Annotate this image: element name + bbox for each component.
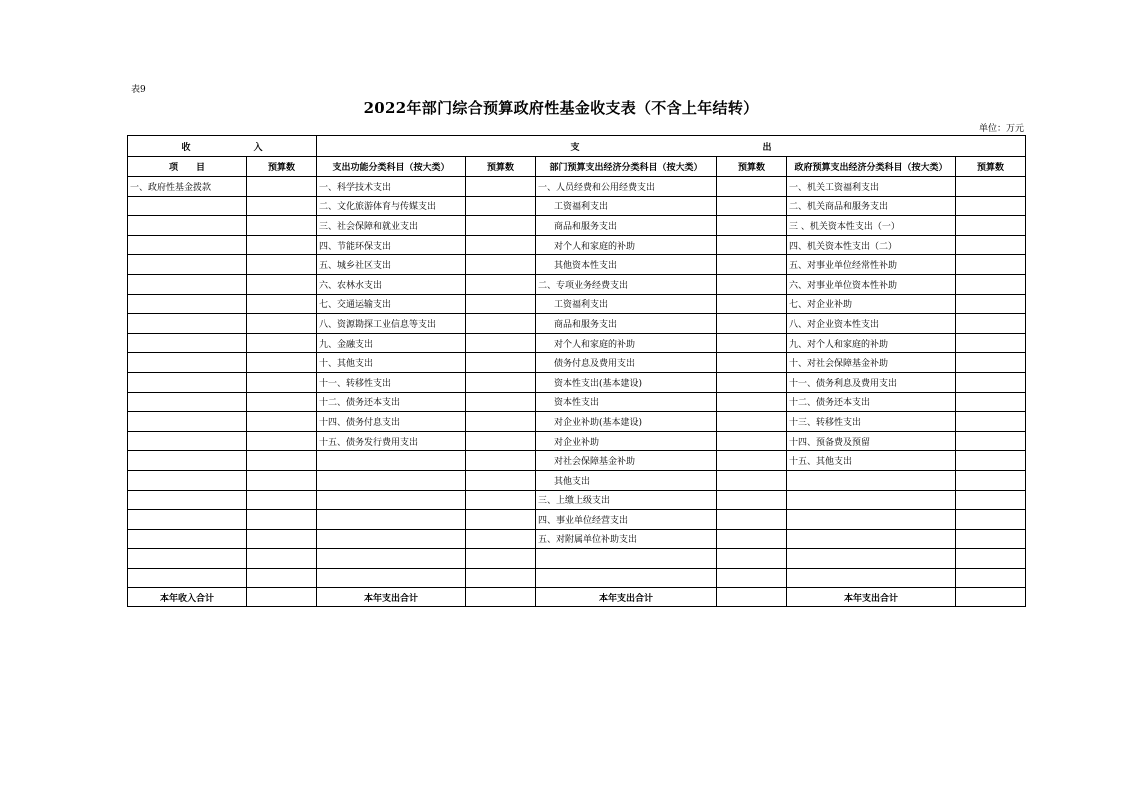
functional-budget-cell (466, 294, 536, 314)
dept-budget-cell (717, 372, 787, 392)
col-header-budget-dept: 预算数 (717, 157, 787, 177)
income-item-cell (128, 549, 247, 569)
expense-header-char-1: 支 (570, 142, 580, 153)
header-row-columns (128, 157, 1026, 177)
gov-budget-cell (956, 314, 1026, 334)
functional-item-cell (317, 529, 466, 549)
table-row (128, 431, 1026, 451)
col-header-gov-economic: 政府预算支出经济分类科目（按大类） (787, 157, 956, 177)
dept-economic-item-cell: 资本性支出 (536, 392, 717, 412)
table-row (128, 274, 1026, 294)
dept-total-value (717, 588, 787, 607)
table-row (128, 490, 1026, 510)
income-header-char-2: 入 (253, 142, 263, 153)
gov-economic-item-cell (787, 529, 956, 549)
income-item-cell (128, 196, 247, 216)
income-budget-cell (247, 333, 317, 353)
income-budget-cell (247, 216, 317, 236)
table-row (128, 529, 1026, 549)
budget-table (127, 135, 1026, 607)
income-item-cell (128, 235, 247, 255)
gov-total-value (956, 588, 1026, 607)
income-budget-cell (247, 451, 317, 471)
table-number-label: 表9 (131, 85, 146, 95)
dept-economic-item-cell: 三、上缴上级支出 (536, 490, 717, 510)
dept-economic-item-cell: 其他资本性支出 (536, 255, 717, 275)
dept-economic-item-cell (536, 549, 717, 569)
functional-budget-cell (466, 529, 536, 549)
header-row-top (128, 136, 1026, 157)
gov-economic-item-cell: 六、对事业单位资本性补助 (787, 274, 956, 294)
income-item-cell (128, 510, 247, 530)
table-row (128, 294, 1026, 314)
functional-item-cell (317, 451, 466, 471)
functional-total-label: 本年支出合计 (317, 588, 466, 607)
income-item-cell (128, 431, 247, 451)
gov-budget-cell (956, 412, 1026, 432)
functional-item-cell: 三、社会保障和就业支出 (317, 216, 466, 236)
income-item-cell: 一、政府性基金拨款 (128, 177, 247, 197)
gov-budget-cell (956, 549, 1026, 569)
dept-economic-item-cell: 商品和服务支出 (536, 216, 717, 236)
functional-budget-cell (466, 412, 536, 432)
gov-economic-item-cell (787, 568, 956, 588)
dept-economic-item-cell: 其他支出 (536, 470, 717, 490)
gov-economic-item-cell: 八、对企业资本性支出 (787, 314, 956, 334)
gov-budget-cell (956, 177, 1026, 197)
gov-budget-cell (956, 392, 1026, 412)
gov-budget-cell (956, 235, 1026, 255)
functional-budget-cell (466, 451, 536, 471)
functional-budget-cell (466, 255, 536, 275)
functional-budget-cell (466, 490, 536, 510)
total-row (128, 588, 1026, 607)
income-budget-cell (247, 529, 317, 549)
table-row (128, 372, 1026, 392)
table-row (128, 333, 1026, 353)
gov-budget-cell (956, 470, 1026, 490)
gov-economic-item-cell (787, 470, 956, 490)
income-item-cell (128, 333, 247, 353)
gov-budget-cell (956, 216, 1026, 236)
functional-item-cell: 二、文化旅游体育与传媒支出 (317, 196, 466, 216)
gov-economic-item-cell: 九、对个人和家庭的补助 (787, 333, 956, 353)
col-header-dept-economic: 部门预算支出经济分类科目（按大类） (536, 157, 717, 177)
gov-budget-cell (956, 255, 1026, 275)
functional-budget-cell (466, 177, 536, 197)
functional-item-cell: 十五、债务发行费用支出 (317, 431, 466, 451)
income-header (128, 136, 317, 157)
table-row (128, 392, 1026, 412)
gov-economic-item-cell: 十、对社会保障基金补助 (787, 353, 956, 373)
table-row (128, 451, 1026, 471)
gov-economic-item-cell: 五、对事业单位经常性补助 (787, 255, 956, 275)
dept-economic-item-cell: 二、专项业务经费支出 (536, 274, 717, 294)
table-row (128, 549, 1026, 569)
income-item-cell (128, 529, 247, 549)
dept-economic-item-cell (536, 568, 717, 588)
functional-budget-cell (466, 216, 536, 236)
dept-economic-item-cell: 五、对附属单位补助支出 (536, 529, 717, 549)
dept-budget-cell (717, 470, 787, 490)
gov-budget-cell (956, 333, 1026, 353)
unit-label: 单位：万元 (978, 124, 1024, 134)
functional-item-cell (317, 490, 466, 510)
col-header-functional: 支出功能分类科目（按大类） (317, 157, 466, 177)
gov-budget-cell (956, 529, 1026, 549)
gov-budget-cell (956, 294, 1026, 314)
income-budget-cell (247, 431, 317, 451)
functional-budget-cell (466, 431, 536, 451)
dept-budget-cell (717, 255, 787, 275)
gov-budget-cell (956, 451, 1026, 471)
table-row (128, 314, 1026, 334)
table-row (128, 235, 1026, 255)
functional-budget-cell (466, 314, 536, 334)
dept-total-label: 本年支出合计 (536, 588, 717, 607)
functional-item-cell: 五、城乡社区支出 (317, 255, 466, 275)
income-item-cell (128, 274, 247, 294)
gov-budget-cell (956, 353, 1026, 373)
income-budget-cell (247, 470, 317, 490)
income-total-label: 本年收入合计 (128, 588, 247, 607)
gov-budget-cell (956, 274, 1026, 294)
table-row (128, 255, 1026, 275)
gov-budget-cell (956, 568, 1026, 588)
gov-economic-item-cell: 十一、债务利息及费用支出 (787, 372, 956, 392)
dept-economic-item-cell: 资本性支出(基本建设) (536, 372, 717, 392)
gov-economic-item-cell (787, 490, 956, 510)
col-header-budget-income: 预算数 (247, 157, 317, 177)
functional-item-cell: 七、交通运输支出 (317, 294, 466, 314)
dept-budget-cell (717, 274, 787, 294)
functional-budget-cell (466, 196, 536, 216)
income-budget-cell (247, 490, 317, 510)
gov-economic-item-cell: 七、对企业补助 (787, 294, 956, 314)
functional-item-cell: 十一、转移性支出 (317, 372, 466, 392)
dept-economic-item-cell: 四、事业单位经营支出 (536, 510, 717, 530)
gov-budget-cell (956, 372, 1026, 392)
income-budget-cell (247, 549, 317, 569)
gov-economic-item-cell: 十二、债务还本支出 (787, 392, 956, 412)
functional-total-value (466, 588, 536, 607)
gov-budget-cell (956, 431, 1026, 451)
functional-budget-cell (466, 372, 536, 392)
income-budget-cell (247, 568, 317, 588)
expense-header (317, 136, 1026, 157)
income-total-value (247, 588, 317, 607)
table-row (128, 412, 1026, 432)
table-row (128, 353, 1026, 373)
gov-economic-item-cell: 三 、机关资本性支出（一） (787, 216, 956, 236)
income-item-cell (128, 470, 247, 490)
income-budget-cell (247, 235, 317, 255)
functional-item-cell: 八、资源勘探工业信息等支出 (317, 314, 466, 334)
dept-budget-cell (717, 549, 787, 569)
dept-budget-cell (717, 294, 787, 314)
functional-item-cell: 六、农林水支出 (317, 274, 466, 294)
income-item-cell (128, 451, 247, 471)
dept-budget-cell (717, 333, 787, 353)
gov-budget-cell (956, 196, 1026, 216)
income-item-cell (128, 294, 247, 314)
gov-budget-cell (956, 510, 1026, 530)
functional-item-cell: 四、节能环保支出 (317, 235, 466, 255)
col-header-item: 项 目 (128, 157, 247, 177)
functional-budget-cell (466, 568, 536, 588)
income-item-cell (128, 412, 247, 432)
income-budget-cell (247, 294, 317, 314)
table-row (128, 196, 1026, 216)
dept-economic-item-cell: 对个人和家庭的补助 (536, 235, 717, 255)
functional-item-cell (317, 549, 466, 569)
functional-item-cell: 十二、债务还本支出 (317, 392, 466, 412)
income-budget-cell (247, 314, 317, 334)
functional-budget-cell (466, 392, 536, 412)
income-budget-cell (247, 372, 317, 392)
table-row (128, 568, 1026, 588)
functional-item-cell: 十、其他支出 (317, 353, 466, 373)
functional-budget-cell (466, 353, 536, 373)
dept-economic-item-cell: 对企业补助(基本建设) (536, 412, 717, 432)
dept-budget-cell (717, 529, 787, 549)
dept-budget-cell (717, 353, 787, 373)
functional-budget-cell (466, 274, 536, 294)
dept-budget-cell (717, 216, 787, 236)
income-item-cell (128, 392, 247, 412)
gov-economic-item-cell: 一、机关工资福利支出 (787, 177, 956, 197)
table-row (128, 510, 1026, 530)
functional-item-cell: 十四、债务付息支出 (317, 412, 466, 432)
income-budget-cell (247, 353, 317, 373)
dept-economic-item-cell: 对社会保障基金补助 (536, 451, 717, 471)
col-header-budget-functional: 预算数 (466, 157, 536, 177)
col-header-budget-gov: 预算数 (956, 157, 1026, 177)
income-item-cell (128, 568, 247, 588)
dept-budget-cell (717, 392, 787, 412)
income-item-cell (128, 216, 247, 236)
income-budget-cell (247, 412, 317, 432)
gov-economic-item-cell (787, 510, 956, 530)
income-header-char-1: 收 (181, 142, 191, 153)
gov-economic-item-cell: 十五、其他支出 (787, 451, 956, 471)
dept-economic-item-cell: 对企业补助 (536, 431, 717, 451)
functional-item-cell: 九、金融支出 (317, 333, 466, 353)
income-item-cell (128, 353, 247, 373)
dept-budget-cell (717, 314, 787, 334)
income-item-cell (128, 314, 247, 334)
gov-economic-item-cell (787, 549, 956, 569)
income-budget-cell (247, 510, 317, 530)
functional-item-cell (317, 470, 466, 490)
table-row (128, 470, 1026, 490)
dept-budget-cell (717, 568, 787, 588)
dept-budget-cell (717, 510, 787, 530)
dept-budget-cell (717, 235, 787, 255)
dept-economic-item-cell: 工资福利支出 (536, 294, 717, 314)
dept-budget-cell (717, 412, 787, 432)
functional-item-cell (317, 568, 466, 588)
gov-economic-item-cell: 十四、预备费及预留 (787, 431, 956, 451)
dept-budget-cell (717, 177, 787, 197)
dept-economic-item-cell: 一、人员经费和公用经费支出 (536, 177, 717, 197)
dept-budget-cell (717, 431, 787, 451)
table-row (128, 177, 1026, 197)
income-budget-cell (247, 255, 317, 275)
gov-economic-item-cell: 十三、转移性支出 (787, 412, 956, 432)
dept-economic-item-cell: 工资福利支出 (536, 196, 717, 216)
table-row (128, 216, 1026, 236)
dept-economic-item-cell: 对个人和家庭的补助 (536, 333, 717, 353)
expense-header-char-2: 出 (762, 142, 772, 153)
functional-item-cell (317, 510, 466, 530)
dept-economic-item-cell: 债务付息及费用支出 (536, 353, 717, 373)
functional-budget-cell (466, 470, 536, 490)
income-budget-cell (247, 177, 317, 197)
page-title: 2022年部门综合预算政府性基金收支表（不含上年结转） (363, 99, 759, 117)
dept-budget-cell (717, 490, 787, 510)
dept-budget-cell (717, 451, 787, 471)
income-item-cell (128, 372, 247, 392)
functional-budget-cell (466, 333, 536, 353)
gov-total-label: 本年支出合计 (787, 588, 956, 607)
dept-budget-cell (717, 196, 787, 216)
gov-economic-item-cell: 二、机关商品和服务支出 (787, 196, 956, 216)
income-budget-cell (247, 196, 317, 216)
income-item-cell (128, 490, 247, 510)
income-budget-cell (247, 392, 317, 412)
income-item-cell (128, 255, 247, 275)
gov-economic-item-cell: 四、机关资本性支出（二） (787, 235, 956, 255)
income-budget-cell (247, 274, 317, 294)
functional-budget-cell (466, 549, 536, 569)
functional-budget-cell (466, 235, 536, 255)
functional-budget-cell (466, 510, 536, 530)
dept-economic-item-cell: 商品和服务支出 (536, 314, 717, 334)
gov-budget-cell (956, 490, 1026, 510)
functional-item-cell: 一、科学技术支出 (317, 177, 466, 197)
